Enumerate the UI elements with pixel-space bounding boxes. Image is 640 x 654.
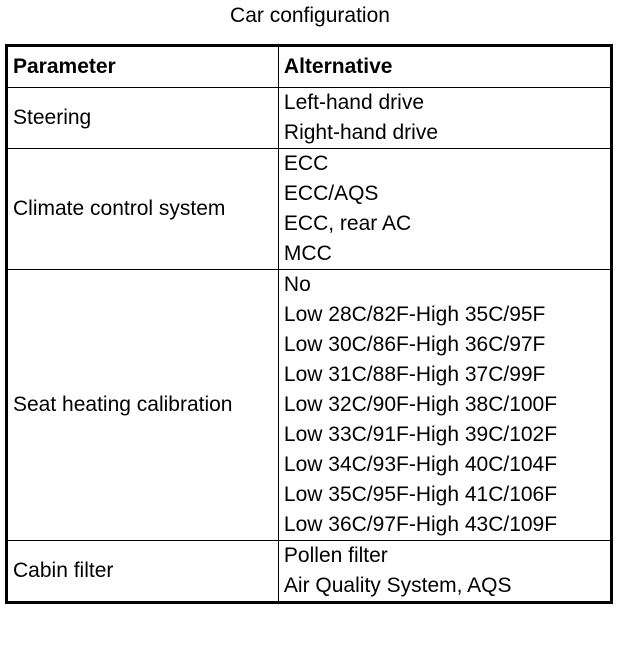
alternatives-cell: [278, 270, 611, 541]
table-row: [7, 541, 612, 603]
alternative-item: Low 35C/95F-High 41C/106F: [283, 483, 558, 506]
alternative-item: Right-hand drive: [283, 121, 439, 144]
table-caption: Car configuration: [230, 4, 390, 27]
alternative-item: ECC/AQS: [283, 182, 379, 205]
table-row: [7, 270, 612, 541]
alternative-item: MCC: [283, 242, 332, 265]
alternative-item: Low 30C/86F-High 36C/97F: [283, 333, 546, 356]
alternative-item: Low 34C/93F-High 40C/104F: [283, 453, 558, 476]
alternative-item: ECC, rear AC: [283, 212, 412, 235]
parameter-cell: Steering: [7, 88, 279, 149]
alternative-item: ECC: [283, 152, 329, 175]
alternative-item: Low 36C/97F-High 43C/109F: [283, 513, 558, 536]
header-parameter: Parameter: [7, 46, 279, 88]
alternative-item: Pollen filter: [283, 544, 388, 567]
alternative-item: No: [283, 273, 311, 296]
alternative-item: Left-hand drive: [283, 91, 425, 114]
alternative-item: Low 28C/82F-High 35C/95F: [283, 303, 546, 326]
alternatives-cell: [278, 149, 611, 270]
parameter-cell: Seat heating calibration: [7, 270, 279, 541]
table-header-row: [7, 46, 612, 88]
car-configuration-table: [5, 44, 613, 604]
alternative-item: Air Quality System, AQS: [283, 574, 512, 597]
alternatives-cell: [278, 88, 611, 149]
table-row: [7, 88, 612, 149]
alternative-item: Low 32C/90F-High 38C/100F: [283, 393, 558, 416]
header-alternative: Alternative: [278, 46, 611, 88]
parameter-cell: Climate control system: [7, 149, 279, 270]
alternative-item: Low 33C/91F-High 39C/102F: [283, 423, 558, 446]
table-row: [7, 149, 612, 270]
parameter-cell: Cabin filter: [7, 541, 279, 603]
alternatives-cell: [278, 541, 611, 603]
alternative-item: Low 31C/88F-High 37C/99F: [283, 363, 546, 386]
